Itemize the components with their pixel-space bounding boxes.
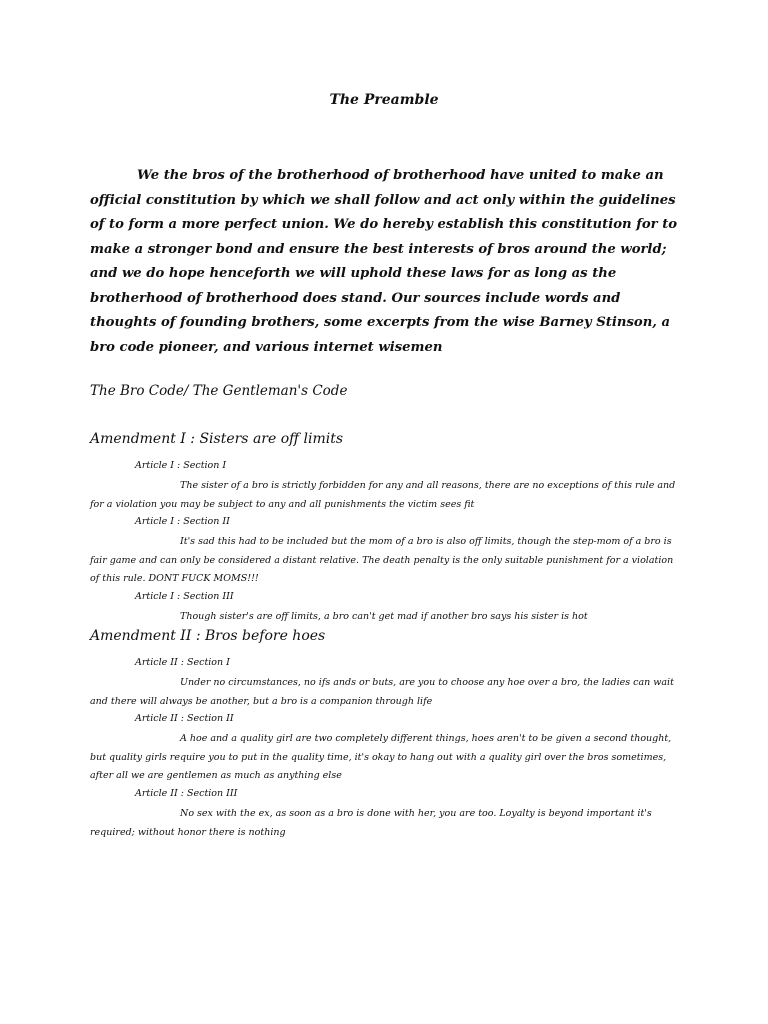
article-2-section-1-text: Under no circumstances, no ifs ands or buts, are you to choose any hoe over a bro, the ladies can wait and there will always be another, but a bro is a companion through life <box>90 677 674 707</box>
article-2-section-2-label: Article II : Section II <box>135 713 234 724</box>
amendment-2-heading: Amendment II : Bros before hoes <box>90 628 326 644</box>
article-1-section-2-text: It's sad this had to be included but the mom of a bro is also off limits, though the step-mom of a bro is fair game and can only be considered a distant relative. The death penalty is the only suitable punishment for a violation of this rule. DONT FUCK MOMS!!! <box>90 536 674 584</box>
article-1-section-1-text: The sister of a bro is strictly forbidden for any and all reasons, there are no exceptions of this rule and for a violation you may be subject to any and all punishments the victim sees fit <box>90 480 676 510</box>
article-1-section-2-label: Article I : Section II <box>135 516 230 527</box>
article-1-section-3-label: Article I : Section III <box>135 591 234 602</box>
preamble-paragraph: We the bros of the brotherhood of brotherhood have united to make an official constitution by which we shall follow and act only within the guidelines of to form a more perfect union. We do hereby establish this constitution for to make a stronger bond and ensure the best interests of bros around the world; and we do hope henceforth we will uphold these laws for as long as the brotherhood of brotherhood does stand. Our sources include words and thoughts of founding brothers, some excerpts from the wise Barney Stinson, a bro code pioneer, and various internet wisemen <box>90 168 678 355</box>
article-1-section-1-label: Article I : Section I <box>135 460 227 471</box>
article-2-section-1-label: Article II : Section I <box>135 657 230 668</box>
amendment-1-heading: Amendment I : Sisters are off limits <box>90 431 344 447</box>
article-2-section-3-text: No sex with the ex, as soon as a bro is done with her, you are too. Loyalty is beyond important it's required; without honor there is nothing <box>90 808 652 838</box>
code-title: The Bro Code/ The Gentleman's Code <box>90 383 348 399</box>
article-2-section-3-label: Article II : Section III <box>135 788 238 799</box>
article-2-section-2-text: A hoe and a quality girl are two completely different things, hoes aren't to be given a second thought, but quality girls require you to put in the quality time, it's okay to hang out with a quality girl over the bros sometimes, after all we are gentlemen as much as anything else <box>90 733 672 781</box>
page-title: The Preamble <box>329 92 439 108</box>
article-1-section-3-text: Though sister's are off limits, a bro can't get mad if another bro says his sister is hot <box>180 611 588 622</box>
